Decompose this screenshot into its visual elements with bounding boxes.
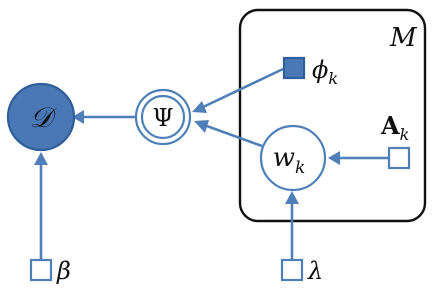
arrowhead-a-to-w: [328, 151, 340, 165]
edge-phi-to-psi: [201, 69, 283, 108]
node-w-label: $w_k$: [272, 143, 306, 178]
node-lambda-label: λ: [308, 257, 324, 285]
node-beta-square: [31, 260, 51, 280]
arrowhead-lambda-to-w: [285, 191, 299, 204]
node-lambda-square: [282, 260, 302, 280]
plate-label: M: [390, 23, 417, 53]
node-w: [261, 126, 325, 190]
node-phi-square: [284, 58, 304, 78]
edges: [34, 69, 388, 260]
node-d-label: 𝒟: [29, 101, 53, 134]
edge-w-to-psi: [204, 125, 262, 146]
node-a-label: $A_k$: [381, 111, 410, 144]
node-d: [8, 84, 74, 150]
node-beta-label: β: [57, 257, 71, 285]
node-psi-label: Ψ: [152, 104, 174, 132]
node-a: [380, 111, 409, 168]
arrowhead-w-to-psi: [194, 120, 209, 133]
node-phi-label: $\phi_k$: [312, 56, 339, 88]
node-psi: [136, 90, 190, 144]
node-lambda: [282, 257, 323, 285]
node-a-square: [389, 148, 409, 168]
node-beta: [31, 257, 71, 285]
node-phi: [284, 56, 338, 88]
arrowhead-beta-to-d: [34, 152, 48, 165]
